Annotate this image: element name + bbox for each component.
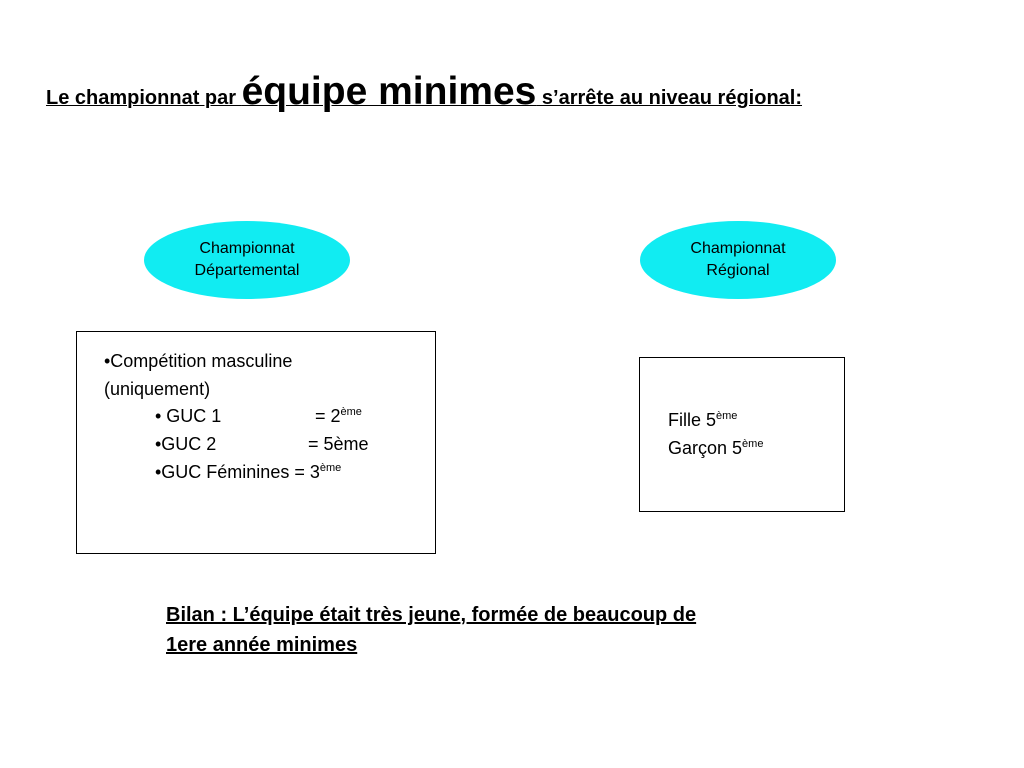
- guc1-result: [315, 405, 362, 427]
- guc2-value: = 5ème: [308, 434, 369, 454]
- regional-results-box: [639, 357, 845, 512]
- fille-superscript: ème: [716, 410, 738, 422]
- guc-feminines-label: •GUC Féminines = 3: [155, 462, 320, 482]
- fille-result: [668, 409, 737, 431]
- ellipse-championnat-regional: [640, 221, 836, 299]
- ellipse-championnat-departemental: [144, 221, 350, 299]
- title-part-2: équipe minimes: [241, 70, 537, 113]
- guc1-superscript: ème: [340, 406, 362, 418]
- fille-label: Fille 5: [668, 410, 717, 430]
- ellipse-regional-line-2: Régional: [706, 262, 770, 279]
- ellipse-regional-line-1: Championnat: [690, 240, 786, 257]
- slide-title: [46, 72, 986, 111]
- ellipse-departemental-line-2: Départemental: [194, 262, 300, 279]
- ellipse-departemental-line-1: Championnat: [199, 240, 295, 257]
- uniquement-text: (uniquement): [104, 379, 211, 399]
- title-part-3: s’arrête au niveau régional:: [536, 87, 802, 109]
- competition-masculine-text: •Compétition masculine: [104, 351, 293, 371]
- garcon-superscript: ème: [742, 438, 764, 450]
- guc-feminines-superscript: ème: [319, 462, 342, 474]
- guc1-value: = 2: [315, 406, 341, 426]
- garcon-label: Garçon 5: [668, 438, 743, 458]
- bilan-text: [166, 600, 856, 660]
- guc2-label: •GUC 2: [155, 434, 217, 454]
- guc1-label: • GUC 1: [155, 406, 222, 426]
- title-part-1: Le championnat par: [46, 87, 242, 109]
- garcon-result: [668, 437, 763, 459]
- guc-feminines-result: [155, 461, 341, 483]
- bilan-line-2: 1ere année minimes: [166, 634, 358, 656]
- bilan-line-1: Bilan : L’équipe était très jeune, formée de beaucoup de: [166, 604, 697, 626]
